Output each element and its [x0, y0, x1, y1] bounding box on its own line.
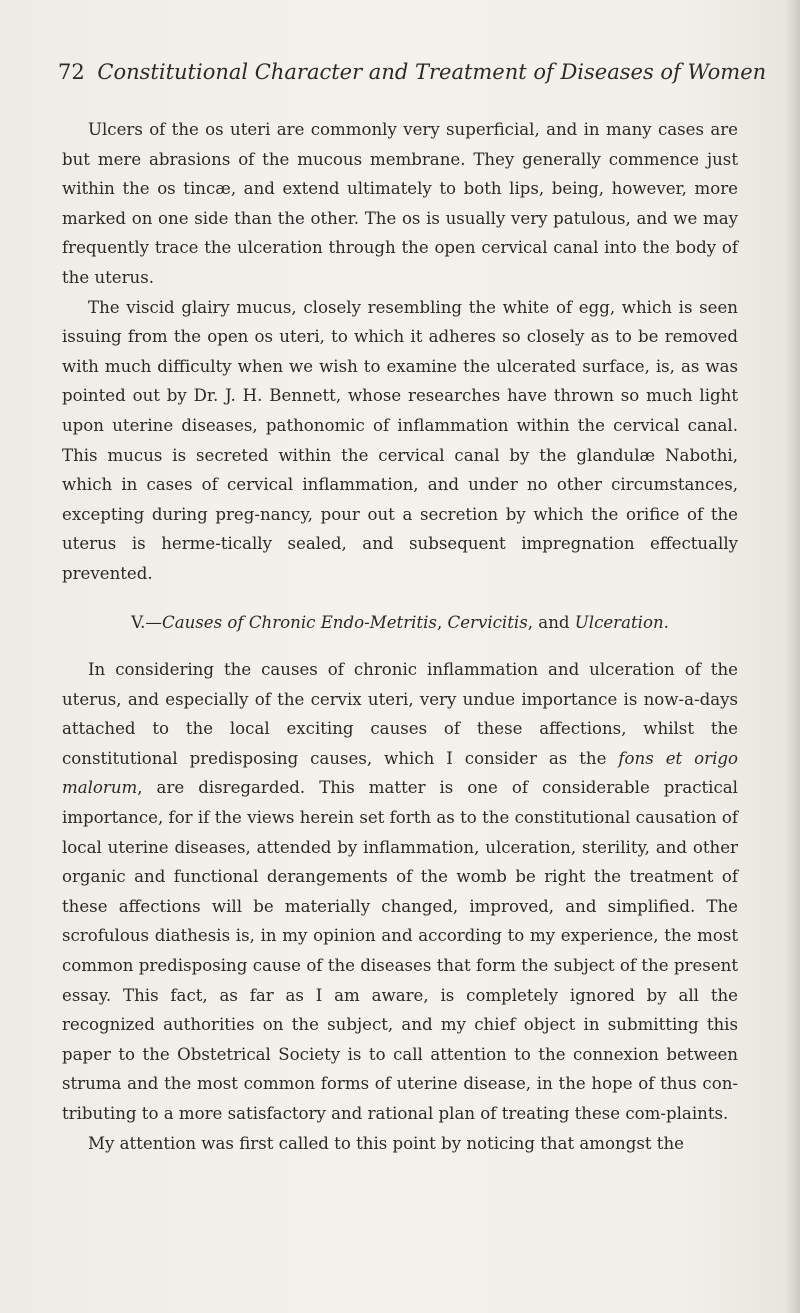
page-number: 72 [58, 60, 85, 84]
paragraph-causes [62, 655, 738, 1129]
section-sep1: , [436, 612, 448, 632]
paragraph-causes-text-b: , are disregarded. This matter is one of considerable practical importance, for if the views herein set forth as to the constitutional causation of local uterine diseases, attended by inflammation, ulceration, sterility, and other organic and functional derangements of the womb be right the treatment of these affections will be materially changed, improved, and simplified. The scrofulous diathesis is, in my opinion and according to my experience, the most common predisposing cause of the diseases that form the subject of the present essay. This fact, as far as I am aware, is completely ignored by all the recognized authorities on the subject, and my chief object in submitting this paper to the Obstetrical Society is to call attention to the connexion between struma and the most common forms of uterine disease, in the hope of thus con-tributing to a more satisfactory and rational plan of treating these com-plaints. [62, 778, 738, 1123]
section-and: and [538, 612, 570, 632]
page-body [62, 115, 738, 1158]
section-title-part1: Causes of Chronic Endo-Metritis [162, 612, 437, 632]
section-sep2: , [527, 612, 539, 632]
section-heading [62, 608, 738, 638]
section-numeral: V.— [131, 612, 163, 632]
section-title-part2: Cervicitis [447, 612, 528, 632]
paragraph-causes-text-a: In considering the causes of chronic inflammation and ulceration of the uterus, and especially of the cervix uteri, very undue importance is now-a-days attached to the local exciting causes of these affections, whilst the constitutional predisposing causes, which I consider as the [62, 660, 738, 768]
running-title: Constitutional Character and Treatment of Diseases of Women [97, 60, 767, 84]
running-header [58, 60, 767, 84]
page-edge-shadow [786, 0, 800, 1313]
latin-phrase: fons et origo malorum [62, 748, 738, 798]
section-title-part3: Ulceration. [569, 612, 669, 632]
paragraph-viscid-mucus: The viscid glairy mucus, closely resembling the white of egg, which is seen issuing from the open os uteri, to which it adheres so closely as to be removed with much difficulty when we wish to examine the ulcerated surface, is, as was pointed out by Dr. J. H. Bennett, whose researches have thrown so much light upon uterine diseases, pathonomic of inflammation within the cervical canal. This mucus is secreted within the cervical canal by the glandulæ Nabothi, which in cases of cervical inflammation, and under no other circumstances, excepting during preg-nancy, pour out a secretion by which the orifice of the uterus is herme-tically sealed, and subsequent impregnation effectually prevented. [62, 297, 738, 583]
paragraph-attention: My attention was first called to this point by noticing that amongst the [88, 1133, 684, 1153]
paragraph-ulcers: Ulcers of the os uteri are commonly very superficial, and in many cases are but mere abrasions of the mucous membrane. They generally commence just within the os tincæ, and extend ultimately to both lips, being, however, more marked on one side than the other. The os is usually very patulous, and we may frequently trace the ulceration through the open cervical canal into the body of the uterus. [62, 120, 738, 287]
